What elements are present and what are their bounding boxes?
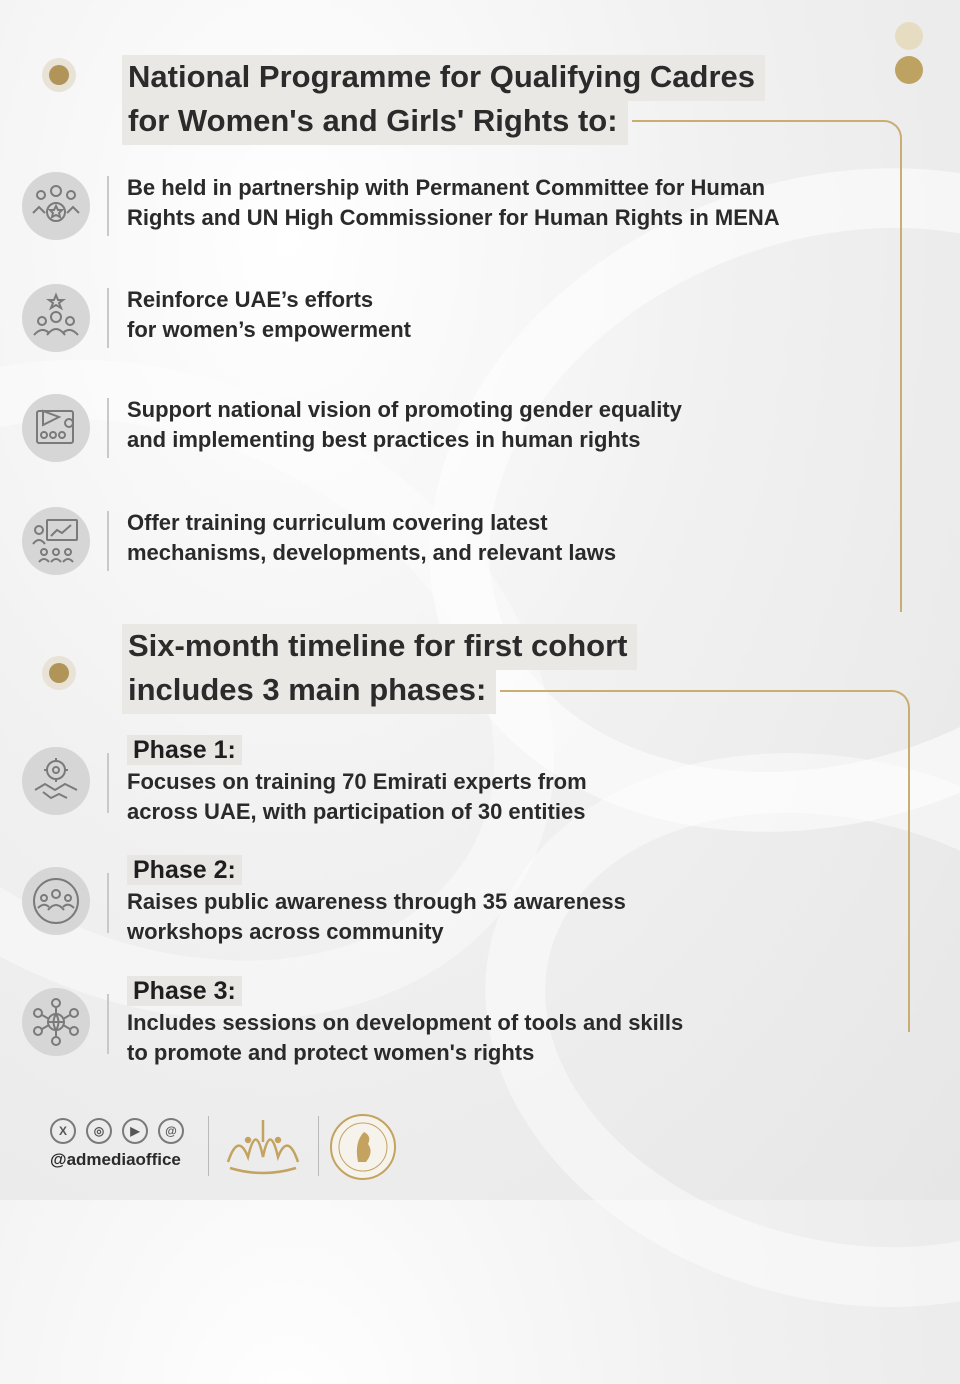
decorative-dot <box>895 56 923 84</box>
instagram-icon[interactable]: ◎ <box>86 1118 112 1144</box>
phase-line: Focuses on training 70 Emirati experts from <box>127 769 587 794</box>
phase-line: Includes sessions on development of tools and skills <box>127 1010 684 1035</box>
section1-title-line2: for Women's and Girls' Rights to: <box>122 99 628 145</box>
item-text <box>127 285 411 345</box>
item-line: Offer training curriculum covering latest <box>127 510 548 535</box>
decorative-dot <box>895 22 923 50</box>
item-line: mechanisms, developments, and relevant laws <box>127 540 617 565</box>
section-bullet <box>42 58 76 92</box>
separator <box>107 873 109 933</box>
item-line: Reinforce UAE’s efforts <box>127 287 374 312</box>
phase-line: workshops across community <box>127 919 444 944</box>
separator <box>107 753 109 813</box>
phase-label: Phase 1: <box>127 735 242 765</box>
threads-icon[interactable]: @ <box>158 1118 184 1144</box>
vision-flag-icon <box>22 394 90 462</box>
training-presentation-icon <box>22 507 90 575</box>
x-icon[interactable]: X <box>50 1118 76 1144</box>
team-star-icon <box>22 284 90 352</box>
calligraphy-logo <box>218 1112 308 1182</box>
separator <box>107 994 109 1054</box>
footer-divider <box>318 1116 319 1176</box>
phase-text <box>127 976 683 1068</box>
item-text <box>127 395 682 455</box>
emblem-logo <box>328 1112 398 1182</box>
youtube-icon[interactable]: ▶ <box>122 1118 148 1144</box>
handshake-gear-icon <box>22 747 90 815</box>
phase-text <box>127 855 626 947</box>
item-line: for women’s empowerment <box>127 317 412 342</box>
separator <box>107 398 109 458</box>
people-star-icon <box>22 172 90 240</box>
global-network-icon <box>22 988 90 1056</box>
item-line: Support national vision of promoting gender equality <box>127 397 682 422</box>
phase-text <box>127 735 587 827</box>
footer <box>50 1118 184 1182</box>
section2-title-line2: includes 3 main phases: <box>122 668 496 714</box>
community-group-icon <box>22 867 90 935</box>
item-text <box>127 173 780 233</box>
phase-line: across UAE, with participation of 30 entities <box>127 799 586 824</box>
social-links <box>50 1118 184 1144</box>
phase-line: Raises public awareness through 35 awareness <box>127 889 626 914</box>
item-text <box>127 508 616 568</box>
section2-title-line1: Six-month timeline for first cohort <box>122 624 637 670</box>
separator <box>107 176 109 236</box>
footer-divider <box>208 1116 209 1176</box>
item-line: Be held in partnership with Permanent Committee for Human <box>127 175 766 200</box>
section-bullet <box>42 656 76 690</box>
item-line: Rights and UN High Commissioner for Human Rights in MENA <box>127 205 780 230</box>
social-handle[interactable]: @admediaoffice <box>50 1150 181 1169</box>
separator <box>107 288 109 348</box>
item-line: and implementing best practices in human rights <box>127 427 641 452</box>
phase-label: Phase 2: <box>127 855 242 885</box>
separator <box>107 511 109 571</box>
section1-title-line1: National Programme for Qualifying Cadres <box>122 55 765 101</box>
phase-line: to promote and protect women's rights <box>127 1040 535 1065</box>
phase-label: Phase 3: <box>127 976 242 1006</box>
